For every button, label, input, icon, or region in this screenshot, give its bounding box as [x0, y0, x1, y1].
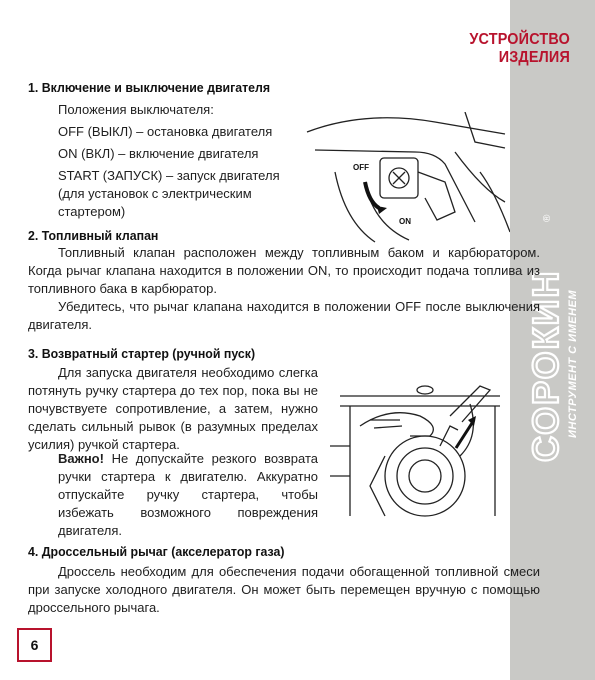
section-2-paragraph-2: Убедитесь, что рычаг клапана находится в положении OFF после выключения двигателя.	[28, 299, 540, 332]
section-2-heading: 2. Топливный клапан	[28, 228, 159, 243]
section-1-line-4: START (ЗАПУСК) – запуск двигателя (для установок с электрическим стартером)	[58, 168, 280, 219]
recoil-starter-illustration	[330, 376, 510, 526]
section-4-heading: 4. Дроссельный рычаг (акселератор газа)	[28, 544, 285, 559]
section-1-line-1: Положения выключателя:	[58, 102, 214, 117]
page-number: 6	[17, 628, 52, 662]
page-header-title: УСТРОЙСТВО ИЗДЕЛИЯ	[469, 31, 570, 66]
warning-label: Важно!	[58, 451, 104, 466]
switch-label-on: ON	[399, 217, 411, 226]
switch-label-off: OFF	[353, 163, 369, 172]
warning-text: Не допускайте резкого возврата ручки стартера к двигателю. Аккуратно отпускайте ручку стартера, чтобы избежать возможного повреждения двигателя.	[58, 451, 318, 538]
section-1-heading: 1. Включение и выключение двигателя	[28, 80, 271, 95]
section-3-heading: 3. Возвратный стартер (ручной пуск)	[28, 346, 256, 361]
section-1-line-3: ON (ВКЛ) – включение двигателя	[58, 146, 259, 161]
section-1-line-2: OFF (ВЫКЛ) – остановка двигателя	[58, 124, 273, 139]
registered-mark: ®	[542, 214, 553, 222]
section-4-paragraph: Дроссель необходим для обеспечения подачи обогащенной топливной смеси при запуске холодного двигателя. Он может быть перемещен вручную с помощью дроссельного рычага.	[28, 564, 540, 615]
brand-tagline: ИНСТРУМЕНТ С ИМЕНЕМ	[567, 289, 579, 438]
section-3-paragraph: Для запуска двигателя необходимо слегка потянуть ручку стартера до тех пор, пока вы не почувствуете сопротивление, а затем, нужно сделать сильный рывок (в разумных пределах усилия) ручкой стартера.	[28, 365, 318, 452]
section-2-paragraph-1: Топливный клапан расположен между топливным баком и карбюратором. Когда рычаг клапана находится в положении ON, то происходит подача топлива из топливного бака в карбюратор.	[28, 245, 540, 296]
engine-switch-illustration	[305, 112, 510, 250]
brand-logo-text: СОРОКИН	[525, 269, 566, 462]
section-3-warning	[58, 450, 318, 540]
